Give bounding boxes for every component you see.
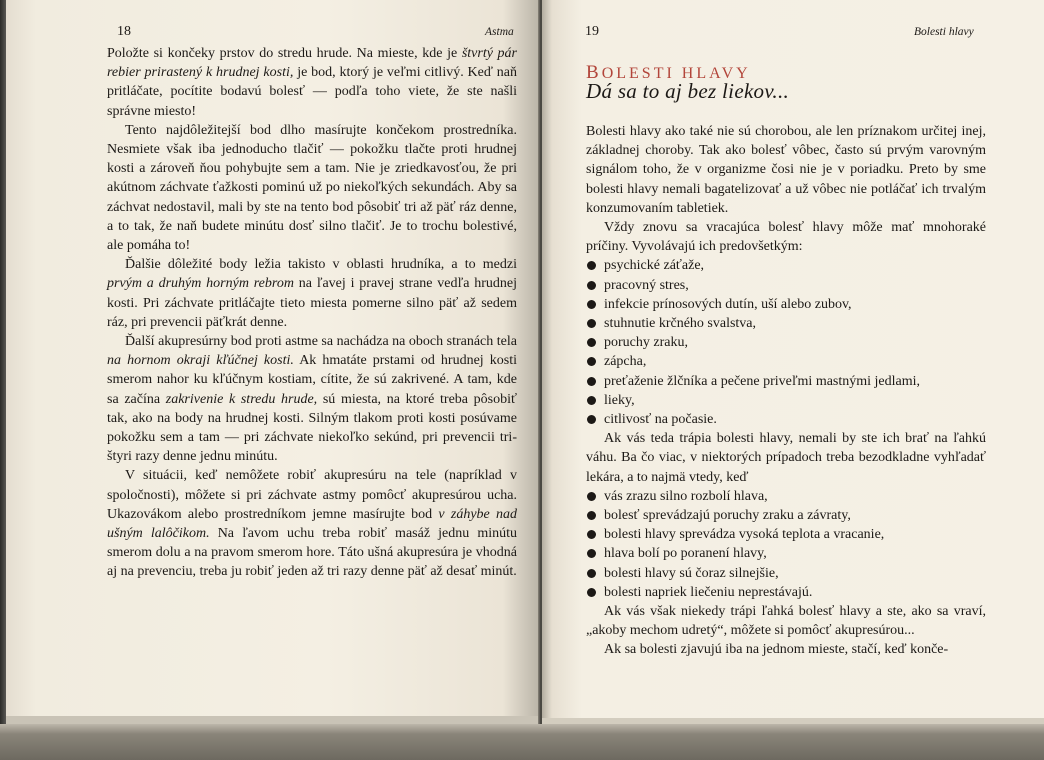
page-number-right: 19 bbox=[585, 24, 599, 39]
left-text-column bbox=[107, 44, 517, 582]
list-item: bolesti napriek liečeniu neprestávajú. bbox=[586, 583, 986, 602]
text-run: V situácii, keď nemôžete robiť akupresúru na tele (napríklad v spoločnosti), môžete si pri záchvate astmy pomôcť akupresúrou ucha. Ukazovákom alebo prostredníkom jemne masírujte bod bbox=[107, 468, 517, 522]
text-run: Položte si končeky prstov do stredu hrude. Na mieste, kde je bbox=[107, 46, 462, 61]
chapter-subtitle: Dá sa to aj bez liekov... bbox=[586, 79, 790, 103]
text-run: Tento najdôležitejší bod dlho masírujte končekom prostredníka. Nesmiete však iba jednoducho tlačiť — pokožku tlačte proti hrudnej kosti a zároveň ňou pohybujte sem a tam. Nie je zriedkavosťou, že pri akútnom záchvate ťažkosti pominú už po niekoľkých sekundách. Aby sa záchvat nedostavil, mali by ste na tento bod pôsobiť tri až päť ráz denne, a to tak, že naň budete minútu dosť silno tlačiť. Je to trochu bolestivé, ale pomáha to! bbox=[107, 122, 517, 254]
causes-list bbox=[586, 256, 986, 429]
list-item: citlivosť na počasie. bbox=[586, 410, 986, 429]
list-item: pracovný stres, bbox=[586, 276, 986, 295]
page-number-left: 18 bbox=[117, 24, 131, 39]
list-item: zápcha, bbox=[586, 352, 986, 371]
list-item: psychické záťaže, bbox=[586, 256, 986, 275]
left-paragraph-3 bbox=[107, 255, 517, 332]
intro-paragraph-2: Vždy znovu sa vracajúca bolesť hlavy môže mať mnohoraké príčiny. Vyvolávajú ich predovšetkým: bbox=[586, 220, 986, 255]
list-item: lieky, bbox=[586, 391, 986, 410]
running-head-right: Bolesti hlavy bbox=[914, 26, 974, 38]
chapter-title-initial: B bbox=[586, 62, 602, 83]
right-text-column bbox=[586, 122, 986, 660]
list-item: bolesti hlavy sú čoraz silnejšie, bbox=[586, 564, 986, 583]
list-item: bolesť sprevádzajú poruchy zraku a závraty, bbox=[586, 506, 986, 525]
list-item: hlava bolí po poranení hlavy, bbox=[586, 544, 986, 563]
running-head-left: Astma bbox=[485, 26, 514, 38]
list-item: poruchy zraku, bbox=[586, 333, 986, 352]
emphasis-run: v záhybe nad ušným lalôčikom. bbox=[107, 506, 517, 542]
book-bottom-edge bbox=[0, 724, 1044, 760]
closing-paragraph-2: Ak sa bolesti zjavujú iba na jednom mieste, stačí, keď konče- bbox=[604, 642, 949, 658]
list-item: vás zrazu silno rozbolí hlava, bbox=[586, 487, 986, 506]
text-run: Ďalšie dôležité body ležia takisto v oblasti hrudníka, a to medzi bbox=[125, 257, 517, 273]
text-run: je bod, ktorý je veľmi citlivý. Keď naň pritláčate, pocítite bodavú bolesť — podľa toho viete, že ste našli správne miesto! bbox=[107, 65, 517, 119]
emphasis-run: na hornom okraji kľúčnej kosti. bbox=[107, 353, 294, 369]
text-run: na ľavej i pravej strane vedľa hrudnej kosti. Pri záchvate pritláčajte tieto miesta pomerne silno päť až sedem ráz, pri prevencii päťkrát denne. bbox=[107, 276, 517, 330]
list-item: infekcie prínosových dutín, uší alebo zubov, bbox=[586, 295, 986, 314]
left-paragraph-1 bbox=[107, 44, 517, 121]
list-item: preťaženie žlčníka a pečene priveľmi mastnými jedlami, bbox=[586, 372, 986, 391]
text-run: Na ľavom uchu treba robiť masáž jednu minútu smerom dolu a na pravom smerom hore. Táto ušná akupresúra je vhodná aj na prevenciu, treba ju robiť jeden až tri razy denne päť až desať minút. bbox=[107, 526, 518, 580]
text-run: sú miesta, na ktoré treba pôsobiť tak, ako na body na hrudnej kosti. Silným tlakom proti kosti posúvame pokožku sem a tam — pri záchvate niekoľko sekúnd, pri prevencii tri-štyri razy denne jednu minútu. bbox=[107, 391, 517, 465]
emphasis-run: štvrtý pár rebier prirastený k hrudnej kosti, bbox=[107, 46, 517, 81]
list-item: stuhnutie krčného svalstva, bbox=[586, 314, 986, 333]
text-run: Ak hmatáte prstami od hrudnej kosti smerom nahor ku kľúčnym kostiam, cítite, že sú zakrivené. A tam, kde sa začína bbox=[107, 353, 517, 407]
intro-paragraph-1: Bolesti hlavy ako také nie sú chorobou, ale len príznakom určitej inej, základnej choroby. Tak ako bolesť vôbec, často sú prvým varovným signálom toho, že v organizme čosi nie je v poriadku. Preto by sme bolesti hlavy nemali bagatelizovať a už vôbec nie potláčať ich trvalým konzumovaním tabletiek. bbox=[586, 124, 986, 216]
left-paragraph-5 bbox=[107, 466, 517, 581]
emphasis-run: zakrivenie k stredu hrude, bbox=[165, 391, 318, 407]
left-page bbox=[6, 0, 540, 724]
text-run: Ďalší akupresúrny bod proti astme sa nachádza na oboch stranách tela bbox=[125, 334, 517, 350]
list-item: bolesti hlavy sprevádza vysoká teplota a vracanie, bbox=[586, 525, 986, 544]
left-paragraph-4 bbox=[107, 332, 517, 466]
left-paragraph-2 bbox=[107, 121, 517, 255]
emphasis-run: prvým a druhým horným rebrom bbox=[107, 276, 294, 292]
chapter-title-rest: OLESTI HLAVY bbox=[601, 65, 751, 82]
closing-paragraph-1: Ak vás však niekedy trápi ľahká bolesť hlavy a ste, ako sa vraví, „akoby mechom udretý“, môžete si pomôcť akupresúrou... bbox=[586, 604, 986, 639]
doctor-conditions-list bbox=[586, 487, 986, 602]
right-page bbox=[542, 0, 1044, 724]
middle-paragraph: Ak vás teda trápia bolesti hlavy, nemali by ste ich brať na ľahkú váhu. Ba čo viac, v niektorých prípadoch treba bezodkladne vyhľadať lekára, a to najmä vtedy, keď bbox=[586, 431, 986, 485]
